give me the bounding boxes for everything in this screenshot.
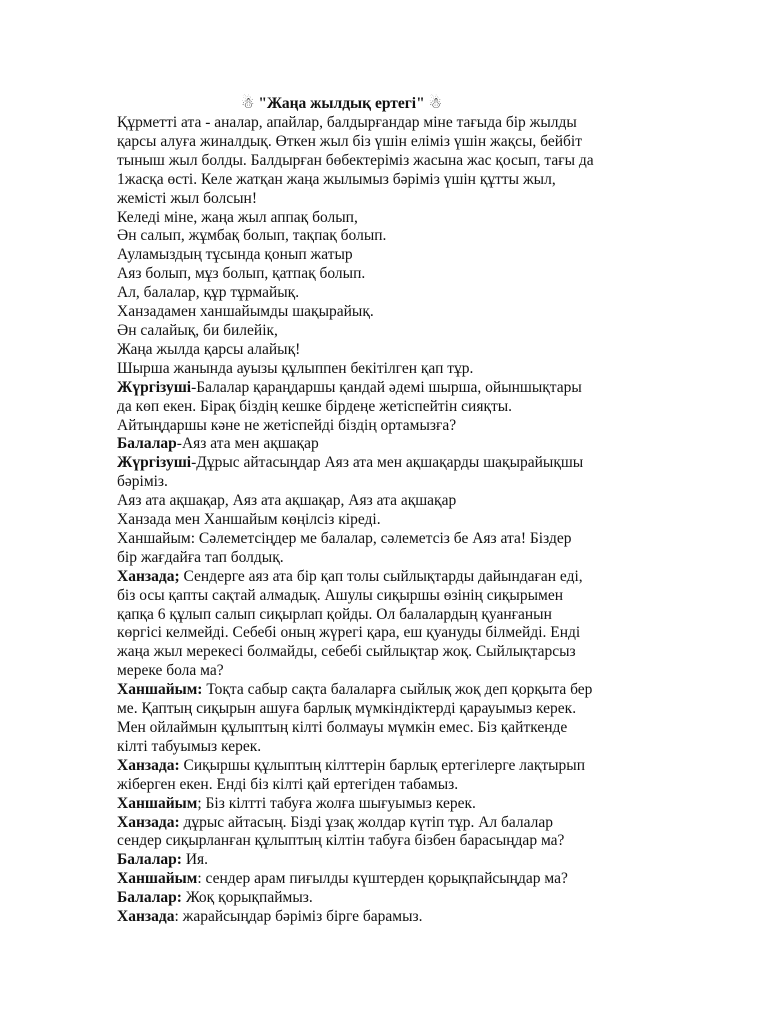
- line-text: : жарайсыңдар бәріміз бірге барамыз.: [174, 908, 423, 926]
- line-text: бір жағдайға тап болдық.: [117, 548, 284, 566]
- document-body: [117, 114, 662, 927]
- line-text: қарсы алуға жиналдық. Өткен жыл біз үшін еліміз үшін жақсы, бейбіт: [117, 132, 582, 150]
- text-line: [117, 114, 662, 133]
- text-line: [117, 209, 662, 228]
- text-line: [117, 360, 662, 379]
- text-line: [117, 379, 662, 398]
- text-line: [117, 795, 662, 814]
- text-line: [117, 606, 662, 625]
- speaker-name: Жүргізуші: [117, 378, 192, 396]
- line-text: Сендерге аяз ата бір қап толы сыйлықтарды дайындаған еді,: [179, 567, 583, 585]
- text-line: [117, 473, 662, 492]
- text-line: [117, 549, 662, 568]
- line-text: ме. Қаптың сиқырын ашуға барлық мүмкіндіктерді қарауымыз керек.: [117, 700, 577, 718]
- document-title: [241, 94, 662, 114]
- line-text: Тоқта сабыр сақта балаларға сыйлық жоқ деп қорқыта бер: [202, 681, 593, 699]
- line-text: сендер сиқырланған құлыптың кілтін табуға бізбен барасыңдар ма?: [117, 832, 565, 850]
- line-text: Құрметті ата - аналар, апайлар, балдырғандар міне тағыда бір жылды: [117, 114, 577, 131]
- snowman-icon: ☃: [241, 96, 255, 112]
- line-text: 1жасқа өсті. Келе жатқан жаңа жылымыз бәріміз үшін құтты жыл,: [117, 170, 556, 188]
- line-text: Ия.: [181, 851, 209, 869]
- speaker-name: Ханшайым:: [117, 681, 203, 699]
- document-page: [117, 94, 662, 927]
- text-line: [117, 417, 662, 436]
- text-line: [117, 511, 662, 530]
- speaker-name: Жүргізуші: [117, 454, 192, 472]
- line-text: біз осы қапты сақтай алмадық. Ашулы сиқыршы өзінің сиқырымен: [117, 586, 563, 604]
- text-line: [117, 303, 662, 322]
- speaker-name: Ханзада: [117, 908, 175, 926]
- line-text: Ал, балалар, құр тұрмайық.: [117, 284, 300, 302]
- text-line: [117, 719, 662, 738]
- speaker-name: Балалар:: [117, 889, 182, 907]
- text-line: [117, 624, 662, 643]
- text-line: [117, 568, 662, 587]
- speaker-name: Балалар:: [117, 851, 182, 869]
- text-line: [117, 643, 662, 662]
- text-line: [117, 814, 662, 833]
- line-text: Аяз болып, мұз болып, қатпақ болып.: [117, 265, 366, 283]
- text-line: [117, 265, 662, 284]
- text-line: [117, 530, 662, 549]
- document-title-text: "Жаңа жылдық ертегі": [258, 95, 425, 112]
- speaker-name: Балалар: [117, 435, 177, 453]
- line-text: Айтыңдаршы кәне не жетіспейді біздің ортамызға?: [117, 416, 457, 434]
- speaker-name: Ханзада;: [117, 567, 180, 585]
- line-text: -Дұрыс айтасыңдар Аяз ата мен ақшақарды шақырайықшы: [191, 454, 584, 472]
- line-text: жаңа жыл мерекесі болмайды, себебі сыйлықтар жоқ. Сыйлықтарсыз: [117, 643, 576, 661]
- line-text: Ханшайым: Сәлеметсіңдер ме балалар, сәлеметсіз бе Аяз ата! Біздер: [117, 529, 572, 547]
- text-line: [117, 398, 662, 417]
- line-text: Ән салып, жұмбақ болып, тақпақ болып.: [117, 227, 387, 245]
- line-text: Шырша жанында ауызы құлыппен бекітілген қап тұр.: [117, 359, 474, 377]
- line-text: мереке бола ма?: [117, 662, 224, 680]
- speaker-name: Ханшайым: [117, 870, 198, 888]
- line-text: Ән салайық, би билейік,: [117, 321, 278, 339]
- line-text: тыныш жыл болды. Балдырған бөбектеріміз жасына жас қосып, тағы да: [117, 151, 594, 169]
- line-text: Мен ойлаймын құлыптың кілті болмауы мүмкін емес. Біз қайткенде: [117, 719, 568, 736]
- text-line: [117, 190, 662, 209]
- text-line: [117, 832, 662, 851]
- text-line: [117, 889, 662, 908]
- text-line: [117, 341, 662, 360]
- speaker-name: Ханзада:: [117, 756, 180, 774]
- text-line: [117, 776, 662, 795]
- text-line: [117, 851, 662, 870]
- line-text: Жаңа жылда қарсы алайық!: [117, 340, 301, 358]
- text-line: [117, 322, 662, 341]
- text-line: [117, 133, 662, 152]
- text-line: [117, 700, 662, 719]
- text-line: [117, 492, 662, 511]
- line-text: Келеді міне, жаңа жыл аппақ болып,: [117, 208, 358, 226]
- speaker-name: Ханшайым: [117, 794, 198, 812]
- line-text: Ханзада мен Ханшайым көңілсіз кіреді.: [117, 511, 381, 529]
- text-line: [117, 284, 662, 303]
- snowman-icon: ☃: [428, 96, 443, 112]
- text-line: [117, 246, 662, 265]
- text-line: [117, 757, 662, 776]
- text-line: [117, 738, 662, 757]
- line-text: -Аяз ата мен ақшақар: [176, 435, 319, 453]
- line-text: да көп екен. Бірақ біздің кешке бірдеңе жетіспейтін сияқты.: [117, 397, 513, 415]
- line-text: бәріміз.: [117, 473, 168, 491]
- text-line: [117, 435, 662, 454]
- line-text: : сендер арам пиғылды күштерден қорықпайсыңдар ма?: [197, 870, 568, 888]
- line-text: жемісті жыл болсын!: [117, 189, 257, 207]
- text-line: [117, 587, 662, 606]
- text-line: [117, 662, 662, 681]
- line-text: Ханзадамен ханшайымды шақырайық.: [117, 303, 374, 321]
- line-text: Жоқ қорықпаймыз.: [181, 889, 313, 907]
- text-line: [117, 908, 662, 927]
- speaker-name: Ханзада:: [117, 813, 180, 831]
- line-text: Аяз ата ақшақар, Аяз ата ақшақар, Аяз ата ақшақар: [117, 492, 457, 510]
- text-line: [117, 171, 662, 190]
- text-line: [117, 681, 662, 700]
- line-text: кілті табуымыз керек.: [117, 737, 262, 755]
- line-text: дұрыс айтасың. Бізді ұзақ жолдар күтіп тұр. Ал балалар: [179, 813, 554, 831]
- line-text: жіберген екен. Енді біз кілті қай ертегіден табамыз.: [117, 775, 459, 793]
- text-line: [117, 454, 662, 473]
- line-text: көргісі келмейді. Себебі оның жүрегі қара, еш қуануды білмейді. Енді: [117, 624, 581, 642]
- text-line: [117, 870, 662, 889]
- line-text: қапқа 6 құлып салып сиқырлап қойды. Ол балалардың қуанғанын: [117, 605, 552, 623]
- line-text: ; Біз кілтті табуға жолға шығуымыз керек.: [197, 794, 476, 812]
- line-text: Сиқыршы құлыптың кілттерін барлық ертегілерге лақтырып: [179, 756, 586, 774]
- line-text: -Балалар қараңдаршы қандай әдемі шырша, ойыншықтары: [191, 378, 582, 396]
- line-text: Ауламыздың тұсында қонып жатыр: [117, 246, 353, 264]
- text-line: [117, 227, 662, 246]
- text-line: [117, 152, 662, 171]
